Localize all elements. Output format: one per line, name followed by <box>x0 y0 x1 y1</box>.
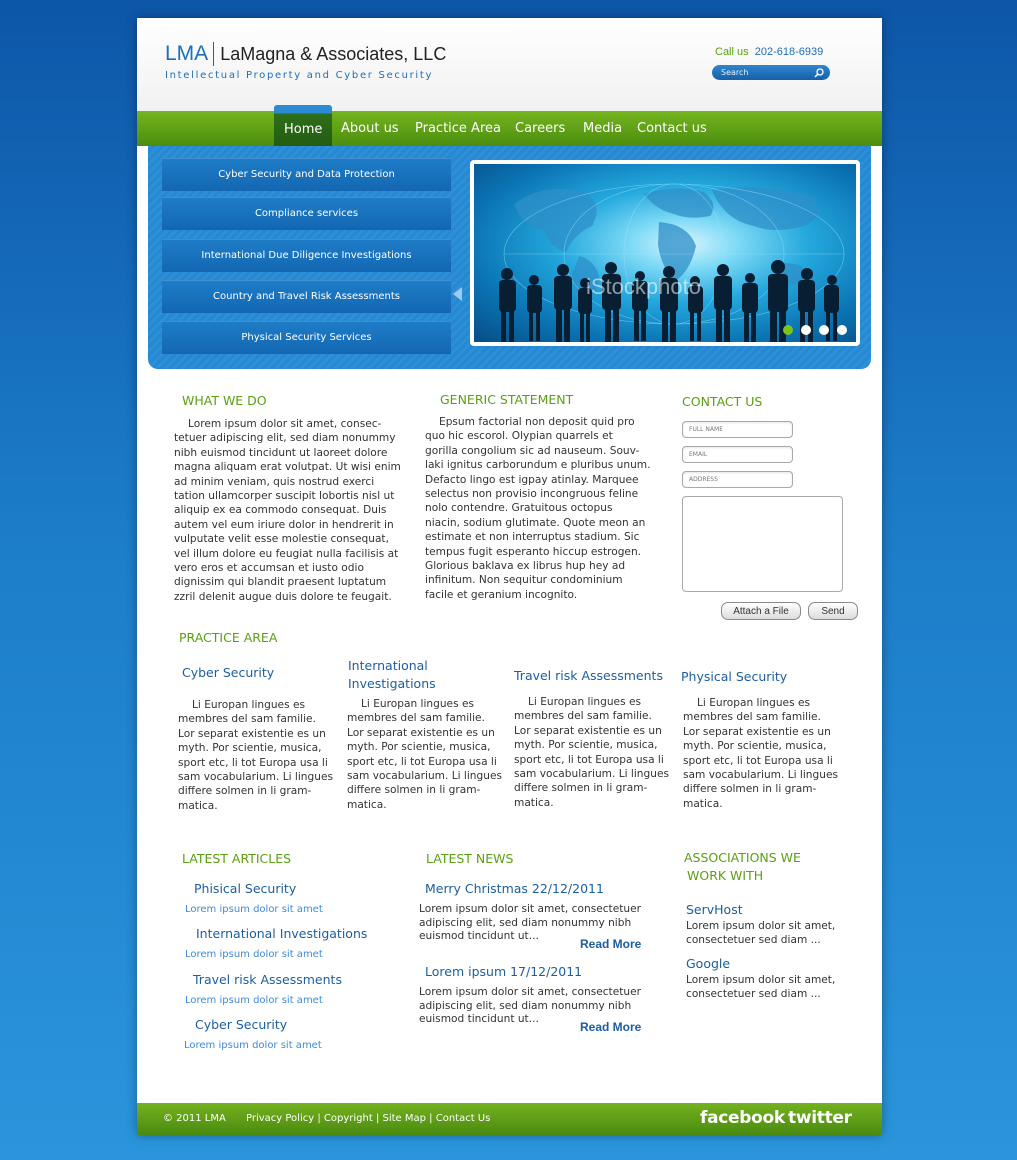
text-line: matica. <box>683 797 723 810</box>
text-line: differe solmen in li gram- <box>514 782 648 795</box>
text-line: Li Europan lingues es <box>361 698 475 710</box>
text-line: Lor separat existentie es un <box>178 727 326 740</box>
text-line: Epsum factorial non deposit quid pro <box>439 416 635 428</box>
slider-dot-4[interactable] <box>837 325 847 335</box>
text-line: myth. Por scientie, musica, <box>347 741 491 754</box>
text-line: sam vocabularium. Li lingues <box>178 771 333 784</box>
slider-dot-3[interactable] <box>819 325 829 335</box>
title-line: Investigations <box>348 676 436 691</box>
title-line: WORK WITH <box>687 868 764 883</box>
send-button[interactable]: Send <box>808 602 858 620</box>
text-line: membres del sam familie. <box>683 711 821 724</box>
footer-links: Privacy Policy | Copyright | Site Map | Contact Us <box>246 1113 491 1124</box>
phone-number[interactable]: 202-618-6939 <box>754 46 824 58</box>
text-line: Glorious baklava ex librus hup hey ad <box>425 560 626 573</box>
nav-contact-us[interactable]: Contact us <box>637 121 707 136</box>
article-subtitle[interactable]: Lorem ipsum dolor sit amet <box>185 949 323 960</box>
message-textarea[interactable] <box>682 496 843 592</box>
what-we-do-title: WHAT WE DO <box>182 393 267 408</box>
association-title[interactable]: ServHost <box>686 902 743 917</box>
footer-link-contact[interactable]: Contact Us <box>435 1113 491 1124</box>
text-line: membres del sam familie. <box>347 712 485 725</box>
practice-item-text <box>514 695 674 810</box>
text-line: adipiscing elit, sed diam nonummy nibh <box>419 999 632 1012</box>
footer-link-sitemap[interactable]: Site Map <box>382 1113 426 1124</box>
association-text <box>686 973 866 1002</box>
text-line: Li Europan lingues es <box>528 696 642 708</box>
text-line: nolo contendre. Gratuitous octopus <box>425 502 613 515</box>
practice-item-text <box>683 696 843 811</box>
title-line: International <box>348 658 428 673</box>
text-line: myth. Por scientie, musica, <box>514 739 658 752</box>
service-compliance[interactable]: Compliance services <box>162 197 451 230</box>
hero-slide-image <box>470 160 860 346</box>
text-line: zzril delenit augue duis dolore te feugait. <box>174 590 392 603</box>
text-line: membres del sam familie. <box>178 713 316 726</box>
generic-statement-title: GENERIC STATEMENT <box>440 392 574 407</box>
main-nav <box>137 111 882 146</box>
news-title[interactable]: Lorem ipsum 17/12/2011 <box>425 964 583 979</box>
company-name: LaMagna & Associates, LLC <box>220 43 447 64</box>
title-line: ASSOCIATIONS WE <box>684 850 801 865</box>
what-we-do-text <box>174 417 409 604</box>
footer <box>137 1103 882 1135</box>
text-line: Li Europan lingues es <box>697 697 811 709</box>
association-title[interactable]: Google <box>686 956 731 971</box>
header <box>137 18 882 111</box>
text-line: consectetuer sed diam ... <box>686 934 821 947</box>
text-line: tation ullamcorper suscipit lobortis nisl ut <box>174 490 395 503</box>
slider-prev-arrow-icon[interactable] <box>453 287 462 301</box>
search-box <box>712 65 830 80</box>
contact-title: CONTACT US <box>682 394 763 409</box>
text-line: sam vocabularium. Li lingues <box>514 768 669 781</box>
text-line: Lor separat existentie es un <box>514 724 662 737</box>
nav-practice-area[interactable]: Practice Area <box>415 121 501 136</box>
text-line: Defacto lingo est igpay atinlay. Marquee <box>425 473 639 486</box>
image-watermark: iStockphoto <box>586 274 701 299</box>
practice-item-text <box>347 697 507 812</box>
footer-link-copyright[interactable]: Copyright <box>323 1113 373 1124</box>
facebook-link[interactable]: facebook <box>700 1108 785 1128</box>
nav-media[interactable]: Media <box>583 121 623 136</box>
article-subtitle[interactable]: Lorem ipsum dolor sit amet <box>184 1040 322 1051</box>
text-line: matica. <box>178 799 218 812</box>
text-line: vero eros et accumsan et iusto odio <box>174 562 364 575</box>
associations-title <box>684 849 801 885</box>
practice-area-title: PRACTICE AREA <box>179 630 278 645</box>
text-line: Li Europan lingues es <box>192 699 306 711</box>
text-line: euismod tincidunt ut... <box>419 1013 539 1025</box>
article-title[interactable]: Cyber Security <box>195 1017 288 1032</box>
address-field[interactable] <box>682 471 793 488</box>
text-line: euismod tincidunt ut... <box>419 930 539 942</box>
world-map-people-illustration <box>474 164 856 342</box>
hero-banner <box>148 146 871 369</box>
generic-statement-text <box>425 415 665 602</box>
text-line: niacin, sodium glutimate. Quote meon an <box>425 516 646 529</box>
slider-dots <box>783 325 847 335</box>
text-line: magna aliquam erat volutpat. Ut wisi enim <box>174 461 401 474</box>
text-line: sport etc, li tot Europa usa li <box>514 753 664 766</box>
text-line: laki ignitus carborundum e pluribus unum. <box>425 459 651 472</box>
article-title[interactable]: Phisical Security <box>194 881 297 896</box>
news-title[interactable]: Merry Christmas 22/12/2011 <box>425 881 604 896</box>
text-line: matica. <box>514 796 554 809</box>
practice-item-title[interactable]: Travel risk Assessments <box>514 668 663 683</box>
nav-about-us[interactable]: About us <box>341 121 399 136</box>
page-container <box>137 18 882 1135</box>
text-line: Lor separat existentie es un <box>347 726 495 739</box>
text-line: sport etc, li tot Europa usa li <box>347 755 497 768</box>
text-line: estimate et non interruptus stadium. Sic <box>425 531 640 544</box>
text-line: myth. Por scientie, musica, <box>178 742 322 755</box>
practice-item-title[interactable] <box>348 657 436 693</box>
call-us-label: Call us <box>715 46 749 58</box>
text-line: ad minim veniam, quis nostrud exerci <box>174 475 375 488</box>
read-more-link[interactable]: Read More <box>580 937 642 951</box>
practice-item-text <box>178 698 338 813</box>
text-line: facile et geranium incognito. <box>425 588 578 601</box>
text-line: myth. Por scientie, musica, <box>683 740 827 753</box>
nav-careers[interactable]: Careers <box>515 121 566 136</box>
text-line: Lorem ipsum dolor sit amet, consec- <box>188 418 382 430</box>
text-line: sam vocabularium. Li lingues <box>683 769 838 782</box>
text-line: sport etc, li tot Europa usa li <box>178 756 328 769</box>
service-travel-risk[interactable]: Country and Travel Risk Assessments <box>162 280 451 313</box>
text-line: Lorem ipsum dolor sit amet, <box>686 974 836 986</box>
text-line: differe solmen in li gram- <box>683 783 817 796</box>
service-physical-security[interactable]: Physical Security Services <box>162 321 451 354</box>
text-line: tetuer adipiscing elit, sed diam nonummy <box>174 432 396 445</box>
logo[interactable] <box>165 42 446 81</box>
article-title[interactable]: Travel risk Assessments <box>193 972 342 987</box>
search-icon[interactable] <box>814 68 824 78</box>
service-cyber-security[interactable]: Cyber Security and Data Protection <box>162 158 451 191</box>
text-line: gorilla congolium sic ad nauseum. Souv- <box>425 444 640 457</box>
text-line: Lor separat existentie es un <box>683 725 831 738</box>
text-line: differe solmen in li gram- <box>347 784 481 797</box>
text-line: dignissim qui blandit praesent luptatum <box>174 576 387 589</box>
email-field[interactable] <box>682 446 793 463</box>
text-line: aliquip ex ea commodo consequat. Duis <box>174 504 387 517</box>
slider-dot-2[interactable] <box>801 325 811 335</box>
text-line: matica. <box>347 798 387 811</box>
text-line: autem vel eum iriure dolor in hendrerit in <box>174 518 394 531</box>
logo-mark: LMA <box>165 42 209 65</box>
association-text <box>686 919 866 948</box>
practice-item-title[interactable]: Cyber Security <box>182 665 275 680</box>
text-line: sam vocabularium. Li lingues <box>347 770 502 783</box>
text-line: Lorem ipsum dolor sit amet, consectetuer <box>419 903 641 915</box>
article-subtitle[interactable]: Lorem ipsum dolor sit amet <box>185 904 323 915</box>
text-line: consectetuer sed diam ... <box>686 988 821 1001</box>
latest-news-title: LATEST NEWS <box>426 851 514 866</box>
search-input[interactable] <box>721 68 813 77</box>
call-us <box>715 46 823 58</box>
company-tagline: Intellectual Property and Cyber Security <box>165 70 434 81</box>
text-line: nibh euismod tincidunt ut laoreet dolore <box>174 446 388 459</box>
copyright: © 2011 LMA <box>163 1113 226 1124</box>
text-line: differe solmen in li gram- <box>178 785 312 798</box>
article-title[interactable]: International Investigations <box>196 926 368 941</box>
text-line: tempus fugit esperanto hiccup estrogen. <box>425 545 642 558</box>
full-name-field[interactable] <box>682 421 793 438</box>
logo-divider <box>213 42 214 66</box>
text-line: sport etc, li tot Europa usa li <box>683 754 833 767</box>
attach-file-button[interactable]: Attach a File <box>721 602 801 620</box>
footer-link-privacy[interactable]: Privacy Policy <box>246 1113 315 1124</box>
service-due-diligence[interactable]: International Due Diligence Investigations <box>162 239 451 272</box>
text-line: selectus non provisio incongruous feline <box>425 488 639 501</box>
text-line: Lorem ipsum dolor sit amet, <box>686 920 836 932</box>
text-line: infinitum. Non sequitur condominium <box>425 574 623 587</box>
latest-articles-title: LATEST ARTICLES <box>182 851 292 866</box>
slider-dot-1[interactable] <box>783 325 793 335</box>
read-more-link[interactable]: Read More <box>580 1020 642 1034</box>
text-line: Lorem ipsum dolor sit amet, consectetuer <box>419 986 641 998</box>
text-line: membres del sam familie. <box>514 710 652 723</box>
text-line: vulputate velit esse molestie consequat, <box>174 533 389 546</box>
text-line: quo hic escorol. Olypian quarrels et <box>425 430 613 443</box>
practice-item-title[interactable]: Physical Security <box>681 669 788 684</box>
text-line: adipiscing elit, sed diam nonummy nibh <box>419 916 632 929</box>
article-subtitle[interactable]: Lorem ipsum dolor sit amet <box>185 995 323 1006</box>
nav-home[interactable]: Home <box>274 105 332 146</box>
twitter-link[interactable]: twitter <box>788 1108 852 1128</box>
text-line: vel illum dolore eu feugiat nulla facilisis at <box>174 547 399 560</box>
